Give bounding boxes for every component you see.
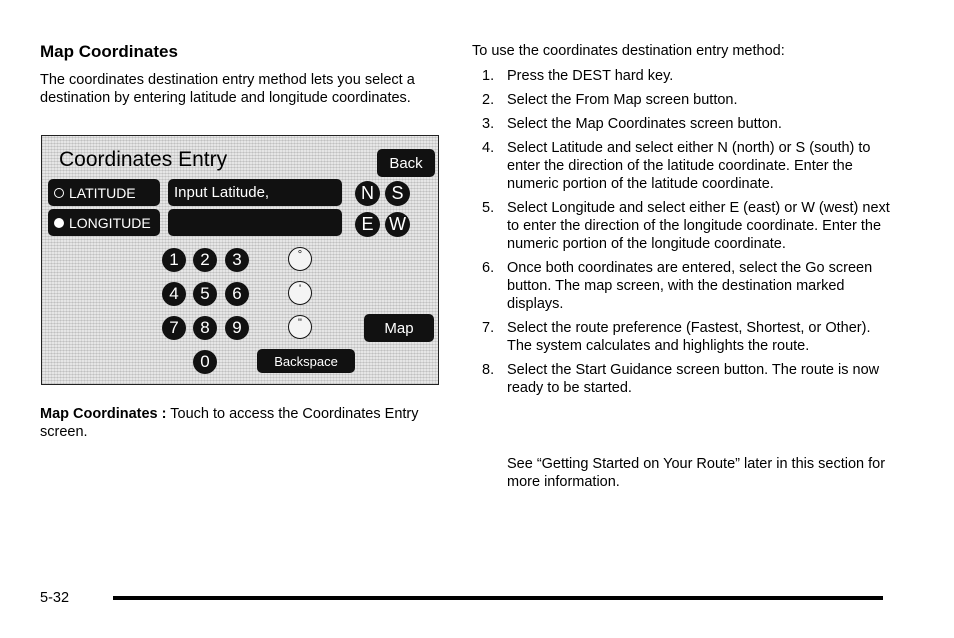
list-item — [472, 199, 892, 253]
longitude-button[interactable] — [48, 209, 160, 236]
key-1[interactable]: 1 — [162, 248, 186, 272]
step-text: Once both coordinates are entered, select the Go screen button. The map screen, with the destination marked displays. — [507, 260, 873, 312]
footer-rule — [113, 596, 883, 600]
east-button[interactable]: E — [355, 212, 380, 237]
list-item — [472, 139, 892, 193]
radio-selected-icon — [54, 218, 64, 228]
north-button[interactable]: N — [355, 181, 380, 206]
radio-unselected-icon — [54, 188, 64, 198]
longitude-input[interactable] — [168, 209, 342, 236]
latitude-input[interactable]: Input Latitude, — [168, 179, 342, 206]
key-0[interactable]: 0 — [193, 350, 217, 374]
list-item — [472, 361, 892, 397]
key-6[interactable]: 6 — [225, 282, 249, 306]
step-number: 3. — [482, 116, 495, 132]
map-button[interactable]: Map — [364, 314, 434, 342]
step-text: Select the Start Guidance screen button. The route is now ready to be started. — [507, 362, 880, 396]
key-3[interactable]: 3 — [225, 248, 249, 272]
degree-button[interactable]: ° — [288, 247, 312, 271]
second-button[interactable]: " — [288, 315, 312, 339]
minute-button[interactable]: ' — [288, 281, 312, 305]
list-item — [472, 259, 892, 313]
list-item — [472, 115, 892, 133]
step-number: 5. — [482, 200, 495, 216]
list-item — [472, 91, 892, 109]
west-button[interactable]: W — [385, 212, 410, 237]
page-number: 5-32 — [40, 590, 70, 606]
cross-reference-note: See “Getting Started on Your Route” later in this section for more information. — [507, 456, 886, 490]
key-2[interactable]: 2 — [193, 248, 217, 272]
key-8[interactable]: 8 — [193, 316, 217, 340]
step-number: 7. — [482, 320, 495, 336]
figure-caption — [40, 405, 440, 441]
step-number: 6. — [482, 260, 495, 276]
intro-paragraph: The coordinates destination entry method lets you select a destination by entering latitude and longitude coordinates. — [40, 72, 415, 106]
list-item — [472, 67, 892, 85]
screen-title: Coordinates Entry — [59, 148, 228, 171]
steps-list — [472, 67, 892, 403]
step-number: 4. — [482, 140, 495, 156]
step-text: Press the DEST hard key. — [507, 68, 674, 84]
key-7[interactable]: 7 — [162, 316, 186, 340]
step-text: Select Latitude and select either N (north) or S (south) to enter the direction of the latitude coordinate. Enter the numeric portion of the latitude coordinate. — [507, 140, 871, 192]
step-text: Select the route preference (Fastest, Shortest, or Other). The system calculates and highlights the route. — [507, 320, 871, 354]
step-number: 2. — [482, 92, 495, 108]
step-number: 8. — [482, 362, 495, 378]
back-button[interactable]: Back — [377, 149, 435, 177]
step-number: 1. — [482, 68, 495, 84]
latitude-button[interactable] — [48, 179, 160, 206]
key-9[interactable]: 9 — [225, 316, 249, 340]
page-heading: Map Coordinates — [40, 42, 178, 61]
key-4[interactable]: 4 — [162, 282, 186, 306]
step-text: Select Longitude and select either E (east) or W (west) next to enter the direction of the longitude coordinate. Enter the numeric portion of the longitude coordinate. — [507, 200, 890, 252]
longitude-label: LONGITUDE — [69, 214, 151, 231]
caption-text: Touch to access the Coordinates Entry screen. — [40, 406, 419, 440]
step-text: Select the From Map screen button. — [507, 92, 738, 108]
coordinates-entry-screen — [41, 135, 439, 385]
step-text: Select the Map Coordinates screen button. — [507, 116, 782, 132]
south-button[interactable]: S — [385, 181, 410, 206]
steps-intro: To use the coordinates destination entry method: — [472, 43, 785, 59]
latitude-label: LATITUDE — [69, 184, 136, 201]
key-5[interactable]: 5 — [193, 282, 217, 306]
caption-label: Map Coordinates : — [40, 406, 167, 422]
backspace-button[interactable]: Backspace — [257, 349, 355, 373]
list-item — [472, 319, 892, 355]
